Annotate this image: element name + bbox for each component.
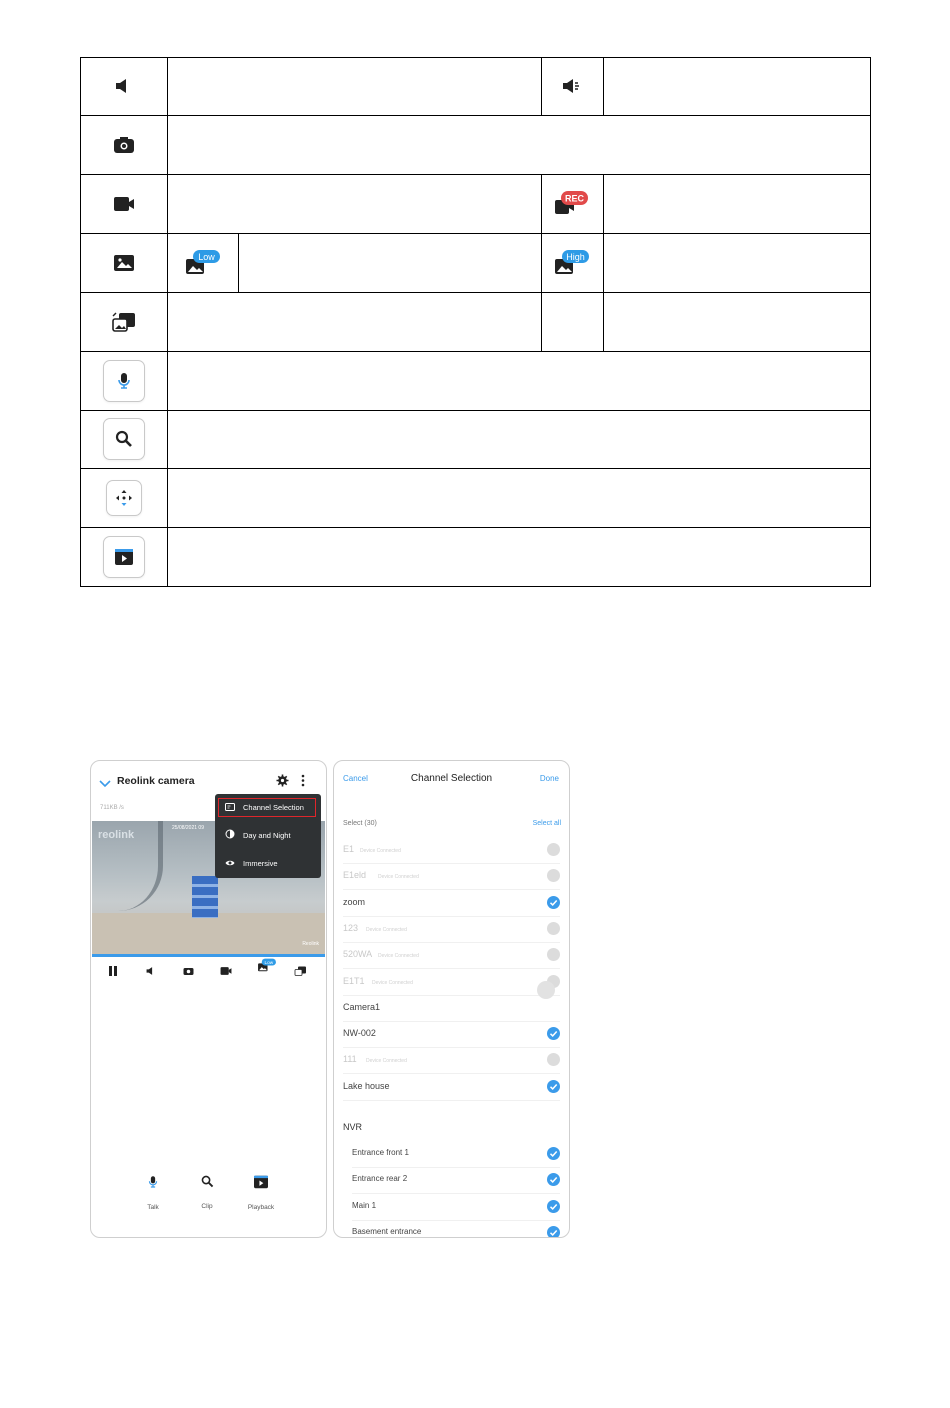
clip-button[interactable]: Clip — [185, 1175, 229, 1210]
loading-spinner — [537, 981, 555, 999]
microphone-button-icon — [80, 351, 167, 410]
nvr-section-label: NVR — [343, 1122, 363, 1132]
checked-icon[interactable] — [547, 896, 560, 909]
channel-name: Entrance rear 2 — [352, 1174, 408, 1184]
channel-name: 520WA — [343, 949, 373, 960]
page-title: Channel Selection — [410, 773, 493, 784]
channel-row[interactable] — [343, 942, 560, 969]
channel-row[interactable] — [343, 1047, 560, 1074]
zoom-button-icon — [80, 410, 167, 468]
checked-icon[interactable] — [547, 1200, 560, 1213]
playback-button-icon — [80, 527, 167, 586]
pause-icon[interactable] — [109, 963, 117, 981]
menu-item-channel-selection[interactable]: Channel Selection — [215, 795, 321, 819]
speaker-on-icon — [541, 57, 603, 115]
channel-name: 111 — [343, 1054, 357, 1065]
bitrate-readout: 711KB /s — [100, 805, 124, 811]
channel-row[interactable] — [343, 837, 560, 864]
channel-name: E1eld — [343, 870, 367, 881]
channel-row[interactable] — [343, 863, 560, 890]
channel-name: NW-002 — [343, 1028, 376, 1039]
channel-status: Device Connected — [360, 848, 401, 854]
channel-name: Camera1 — [343, 1001, 381, 1012]
live-controls-row — [91, 961, 326, 979]
channel-row[interactable] — [343, 969, 560, 996]
svg-text:High: High — [566, 251, 585, 262]
select-all-button[interactable]: Select all — [532, 820, 561, 827]
options-menu — [215, 794, 321, 878]
microphone-icon — [148, 1175, 158, 1194]
speaker-muted-icon[interactable] — [146, 963, 156, 981]
done-button[interactable]: Done — [539, 774, 559, 783]
day-night-icon — [225, 826, 235, 844]
channel-row[interactable] — [343, 1021, 560, 1048]
talk-button[interactable]: Talk — [131, 1175, 175, 1211]
checked-icon[interactable] — [547, 1173, 560, 1186]
image-low-icon[interactable] — [257, 958, 277, 978]
checked-icon[interactable] — [547, 1080, 560, 1093]
channel-row[interactable] — [343, 995, 560, 1022]
channel-name: zoom — [343, 896, 366, 907]
collapse-chevron-icon[interactable] — [99, 775, 111, 793]
channel-name: 123 — [343, 922, 359, 933]
video-record-icon — [80, 174, 167, 233]
unchecked-icon[interactable] — [547, 843, 560, 856]
playback-button[interactable]: Playback — [239, 1175, 283, 1211]
channel-name: Entrance front 1 — [352, 1148, 409, 1157]
video-record-icon[interactable] — [220, 963, 232, 981]
channel-status: Device Connected — [366, 1058, 407, 1065]
cancel-button[interactable]: Cancel — [343, 774, 368, 783]
nvr-channel-row[interactable] — [352, 1141, 560, 1168]
image-low-icon — [167, 233, 238, 292]
channel-name: Lake house — [343, 1080, 390, 1091]
svg-text:REC: REC — [564, 193, 585, 203]
channel-status: Device Connected — [372, 979, 413, 986]
channel-selection-screen — [333, 760, 570, 1238]
live-view-screen — [90, 760, 327, 1238]
image-high-icon — [541, 233, 603, 292]
nvr-channel-row[interactable] — [352, 1167, 560, 1194]
channel-row[interactable] — [343, 890, 560, 917]
channel-name: E1 — [343, 844, 355, 854]
unchecked-icon[interactable] — [547, 948, 560, 961]
unchecked-icon[interactable] — [547, 1053, 560, 1066]
checked-icon[interactable] — [547, 1226, 560, 1238]
ptz-button-icon — [80, 468, 167, 527]
channel-row[interactable] — [343, 916, 560, 943]
icon-legend-table — [80, 57, 871, 587]
multi-screen-icon[interactable] — [294, 963, 307, 981]
camera-title: Reolink camera — [117, 775, 195, 787]
speaker-muted-icon — [80, 57, 167, 115]
channel-row[interactable] — [343, 1074, 560, 1101]
camera-snapshot-icon[interactable] — [183, 963, 194, 981]
eye-icon — [225, 854, 235, 872]
multi-screen-icon — [80, 292, 167, 351]
more-options-icon[interactable] — [301, 774, 305, 792]
gear-icon[interactable] — [276, 774, 289, 792]
watermark: reolink — [98, 829, 135, 841]
image-quality-icon — [80, 233, 167, 292]
svg-text:Low: Low — [264, 960, 274, 966]
checked-icon[interactable] — [547, 1147, 560, 1160]
channel-status: Device Connected — [378, 953, 419, 960]
stream-progress-bar — [92, 954, 325, 957]
channel-name: Main 1 — [352, 1200, 377, 1210]
zoom-icon — [201, 1175, 214, 1193]
channel-name: Basement entrance — [352, 1226, 422, 1236]
channel-status: Device Connected — [378, 874, 419, 881]
svg-text:Low: Low — [197, 251, 215, 262]
menu-item-immersive[interactable]: Immersive — [215, 851, 321, 875]
unchecked-icon[interactable] — [547, 869, 560, 882]
checked-icon[interactable] — [547, 1027, 560, 1040]
nvr-channel-row[interactable] — [352, 1194, 560, 1221]
channel-icon — [225, 798, 235, 816]
channel-name: E1T1 — [343, 975, 365, 986]
recording-icon — [541, 174, 603, 233]
video-timestamp: 25/08/2021 09 — [172, 825, 204, 831]
camera-snapshot-icon — [80, 115, 167, 174]
nvr-channel-row[interactable] — [352, 1220, 560, 1238]
channel-status: Device Connected — [366, 926, 407, 933]
playback-icon — [253, 1175, 269, 1194]
select-count: Select (30) — [343, 820, 377, 827]
camera-label: Reolink — [302, 941, 319, 947]
menu-item-day-night[interactable]: Day and Night — [215, 823, 321, 847]
unchecked-icon[interactable] — [547, 922, 560, 935]
